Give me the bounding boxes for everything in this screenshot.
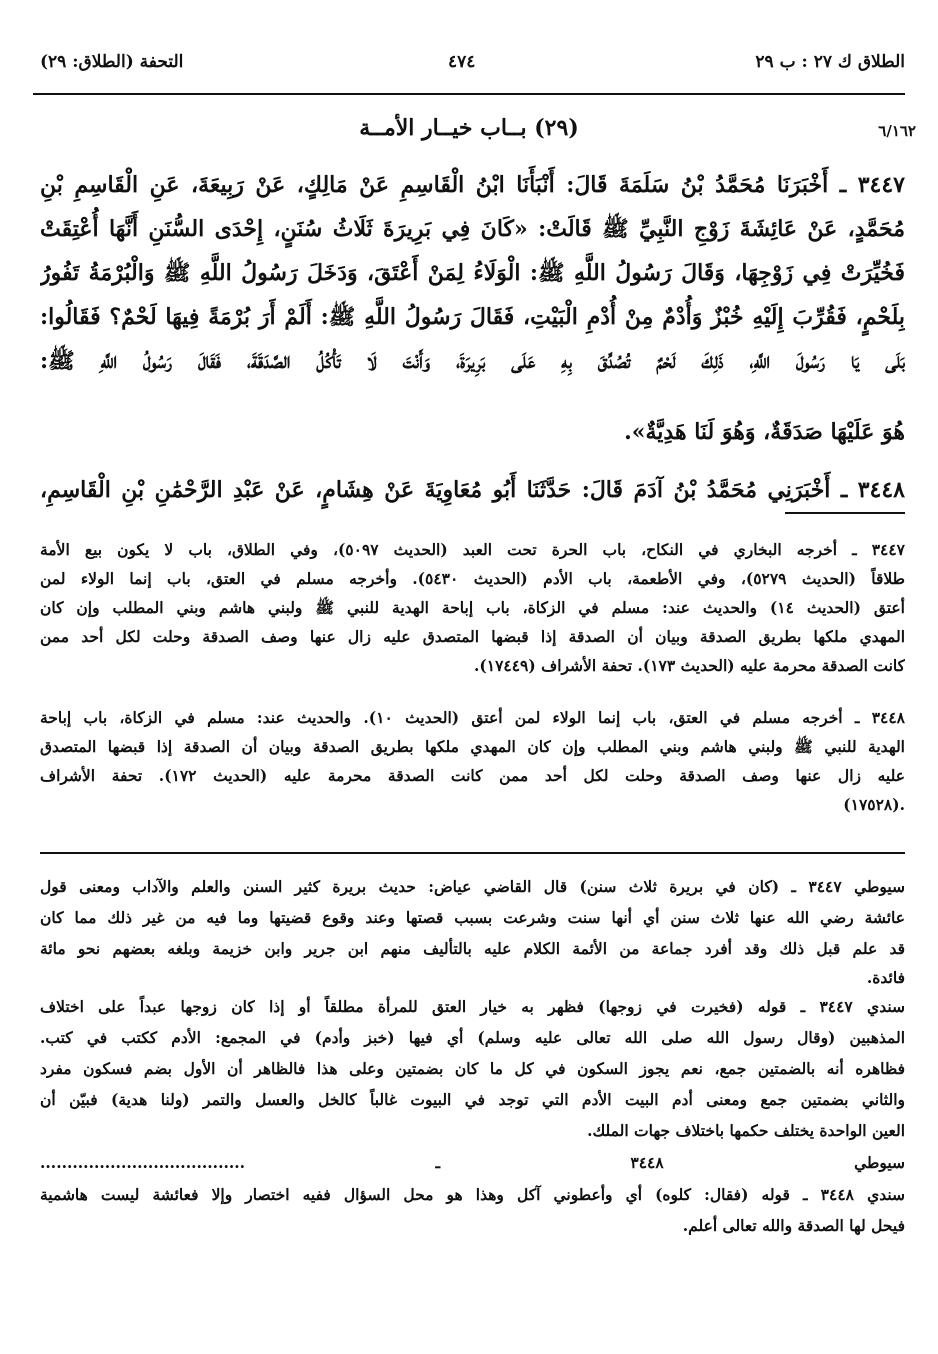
hadith-line: بِلَحْمٍ، فَقُرِّبَ إِلَيْهِ خُبْزٌ وَأُدْمٌ مِنْ أُدْمِ الْبَيْتِ، فَقَالَ رَسُولُ اللَّهِ ﷺ: أَلَمْ أَرَ بُرْمَةً فِيهَا لَحْمٌ؟ فَقَالُوا:	[40, 304, 905, 330]
commentary-line: سيوطي ٣٤٤٧ ـ (كان في بريرة ثلاث سنن) قال القاضي عياض: حديث بريرة كثير السنن والعلم والآداب ومعنى قول	[40, 877, 905, 896]
footnote-line: الهدية للنبي ﷺ ولبني هاشم وبني المطلب وإن كان المهدي ملكها بطريق الصدقة وبيان أن الصدقة إذا قبضها المتصدق	[40, 737, 905, 756]
commentary-line: العين الواحدة يختلف حكمها باختلاف جهات الملك.	[587, 1121, 905, 1140]
footnote-line: ٣٤٤٧ ـ أخرجه البخاري في النكاح، باب الحرة تحت العبد (الحديث ٥٠٩٧)، وفي الطلاق، باب لا يكون بيع الأمة	[40, 540, 905, 559]
commentary-line: عائشة رضي الله عنها ثلاث سنن أي أنها سنت وشرعت بسبب قصتها وعند وقوع قضيتها وما فيه من غير ذلك مما كان	[40, 908, 905, 927]
hadith-line: ٣٤٤٧ ـ أَخْبَرَنَا مُحَمَّدُ بْنُ سَلَمَةَ قَالَ: أَنْبَأَنَا ابْنُ الْقَاسِمِ عَنْ مَالِكٍ، عَنْ رَبِيعَةَ، عَنِ الْقَاسِمِ بْنِ	[40, 172, 905, 198]
hadith-line: مُحَمَّدٍ، عَنْ عَائِشَةَ زَوْجِ النَّبِيِّ ﷺ قَالَتْ: «كَانَ فِي بَرِيرَةَ ثَلَاثُ سُنَنٍ، إِحْدَى السُّنَنِ أَنَّهَا أُعْتِقَتْ	[40, 216, 905, 242]
footnote-line: المهدي ملكها بطريق الصدقة وبيان أن الصدقة إذا قبضها المتصدق عليه زال عنها وصف الصدقة وحلت لكل أحد ممن	[40, 627, 905, 646]
running-header-right: الطلاق ك ٢٧ : ب ٢٩	[755, 52, 905, 72]
commentary-separator	[40, 852, 905, 854]
chapter-title: (٢٩) بــاب خيــار الأمــة	[359, 115, 579, 141]
hadith-line: هُوَ عَلَيْهَا صَدَقَةٌ، وَهُوَ لَنَا هَدِيَّةٌ».	[624, 419, 905, 445]
commentary-line: سيوطي ٣٤٤٨ ـ ......................................	[40, 1153, 905, 1172]
hadith-line: ٣٤٤٨ ـ أَخْبَرَنِي مُحَمَّدُ بْنُ آدَمَ قَالَ: حَدَّثَنَا أَبُو مُعَاوِيَةَ عَنْ هِشَامٍ، عَنْ عَبْدِ الرَّحْمَٰنِ بْنِ الْقَاسِمِ،	[40, 477, 905, 503]
commentary-line: فظاهره أنه بالضمتين جمع، نعم يجوز السكون في كل ما كان بضمتين وعلى هذا فالظاهر أن الأول بضم فسكون مفرد	[40, 1059, 905, 1078]
footnote-line: ٣٤٤٨ ـ أخرجه مسلم في العتق، باب إنما الولاء لمن أعتق (الحديث ١٠). والحديث عند: مسلم في الزكاة، باب إباحة	[40, 708, 905, 727]
footnote-separator	[785, 512, 905, 514]
hadith-line: فَخُيِّرَتْ فِي زَوْجِهَا، وَقَالَ رَسُولُ اللَّهِ ﷺ: الْوَلَاءُ لِمَنْ أَعْتَقَ، وَدَخَلَ رَسُولُ اللَّهِ ﷺ وَالْبُرْمَةُ تَفُورُ	[40, 260, 905, 286]
footnote-line: طلاقاً (الحديث ٥٢٧٩)، وفي الأطعمة، باب الأدم (الحديث ٥٤٣٠). وأخرجه مسلم في العتق، باب إنما الولاء لمن	[40, 569, 905, 588]
footnote-line: عليه زال عنها وصف الصدقة وحلت لكل أحد ممن كانت الصدقة محرمة عليه (الحديث ١٧٢). تحفة الأشراف	[40, 766, 905, 785]
header-rule	[33, 93, 905, 95]
commentary-line: سندي ٣٤٤٧ ـ قوله (فخيرت في زوجها) فظهر به خيار العتق للمرأة مطلقاً أو إذا كان زوجها عبداً على اختلاف	[40, 997, 905, 1016]
commentary-line: قد علم قبل ذلك وقد أفرد جماعة من الأئمة الكلام عليه بالتأليف منهم ابن جرير وابن خزيمة وبلغه بعضهم نحو مائة	[40, 939, 905, 958]
commentary-line: فائدة.	[866, 968, 905, 987]
commentary-line: سندي ٣٤٤٨ ـ قوله (فقال: كلوه) أي وأعطوني آكل وهذا هو محل السؤال ففيه اختصار وإلا فعائشة ليست هاشمية	[40, 1185, 905, 1204]
commentary-line: والثاني بضمتين جمع ومعنى أدم البيت الأدم التي توجد في البيوت غالباً كالخل والعسل والتمر (ولنا هدية) فبيّن أن	[40, 1090, 905, 1109]
commentary-line: فيحل لها الصدقة والله تعالى أعلم.	[682, 1216, 905, 1235]
footnote-line: أعتق (الحديث ١٤) والحديث عند: مسلم في الزكاة، باب إباحة الهدية للنبي ﷺ ولبني هاشم وبني المطلب وإن كان	[40, 598, 905, 617]
footnote-line: (١٧٥٢٨).	[843, 795, 905, 814]
margin-note: ٦/١٦٢	[878, 122, 916, 140]
page-number: ٤٧٤	[448, 52, 476, 72]
running-header-left: التحفة (الطلاق: ٢٩)	[40, 52, 184, 72]
footnote-line: كانت الصدقة محرمة عليه (الحديث ١٧٣). تحفة الأشراف (١٧٤٤٩).	[474, 656, 905, 675]
commentary-line: المذهبين (وقال رسول الله صلى الله تعالى عليه وسلم) أي فيها (خبز وأدم) في المجمع: الأدم ككتب في كتب.	[40, 1028, 905, 1047]
hadith-line: بَلَى يَا رَسُولَ اللَّهِ، ذَلِكَ لَحْمٌ تُصُدِّقَ بِهِ عَلَى بَرِيرَةَ، وَأَنْتَ لَا تَأْكُلُ الصَّدَقَةَ، فَقَالَ رَسُولُ اللَّهِ ﷺ:	[40, 348, 905, 374]
